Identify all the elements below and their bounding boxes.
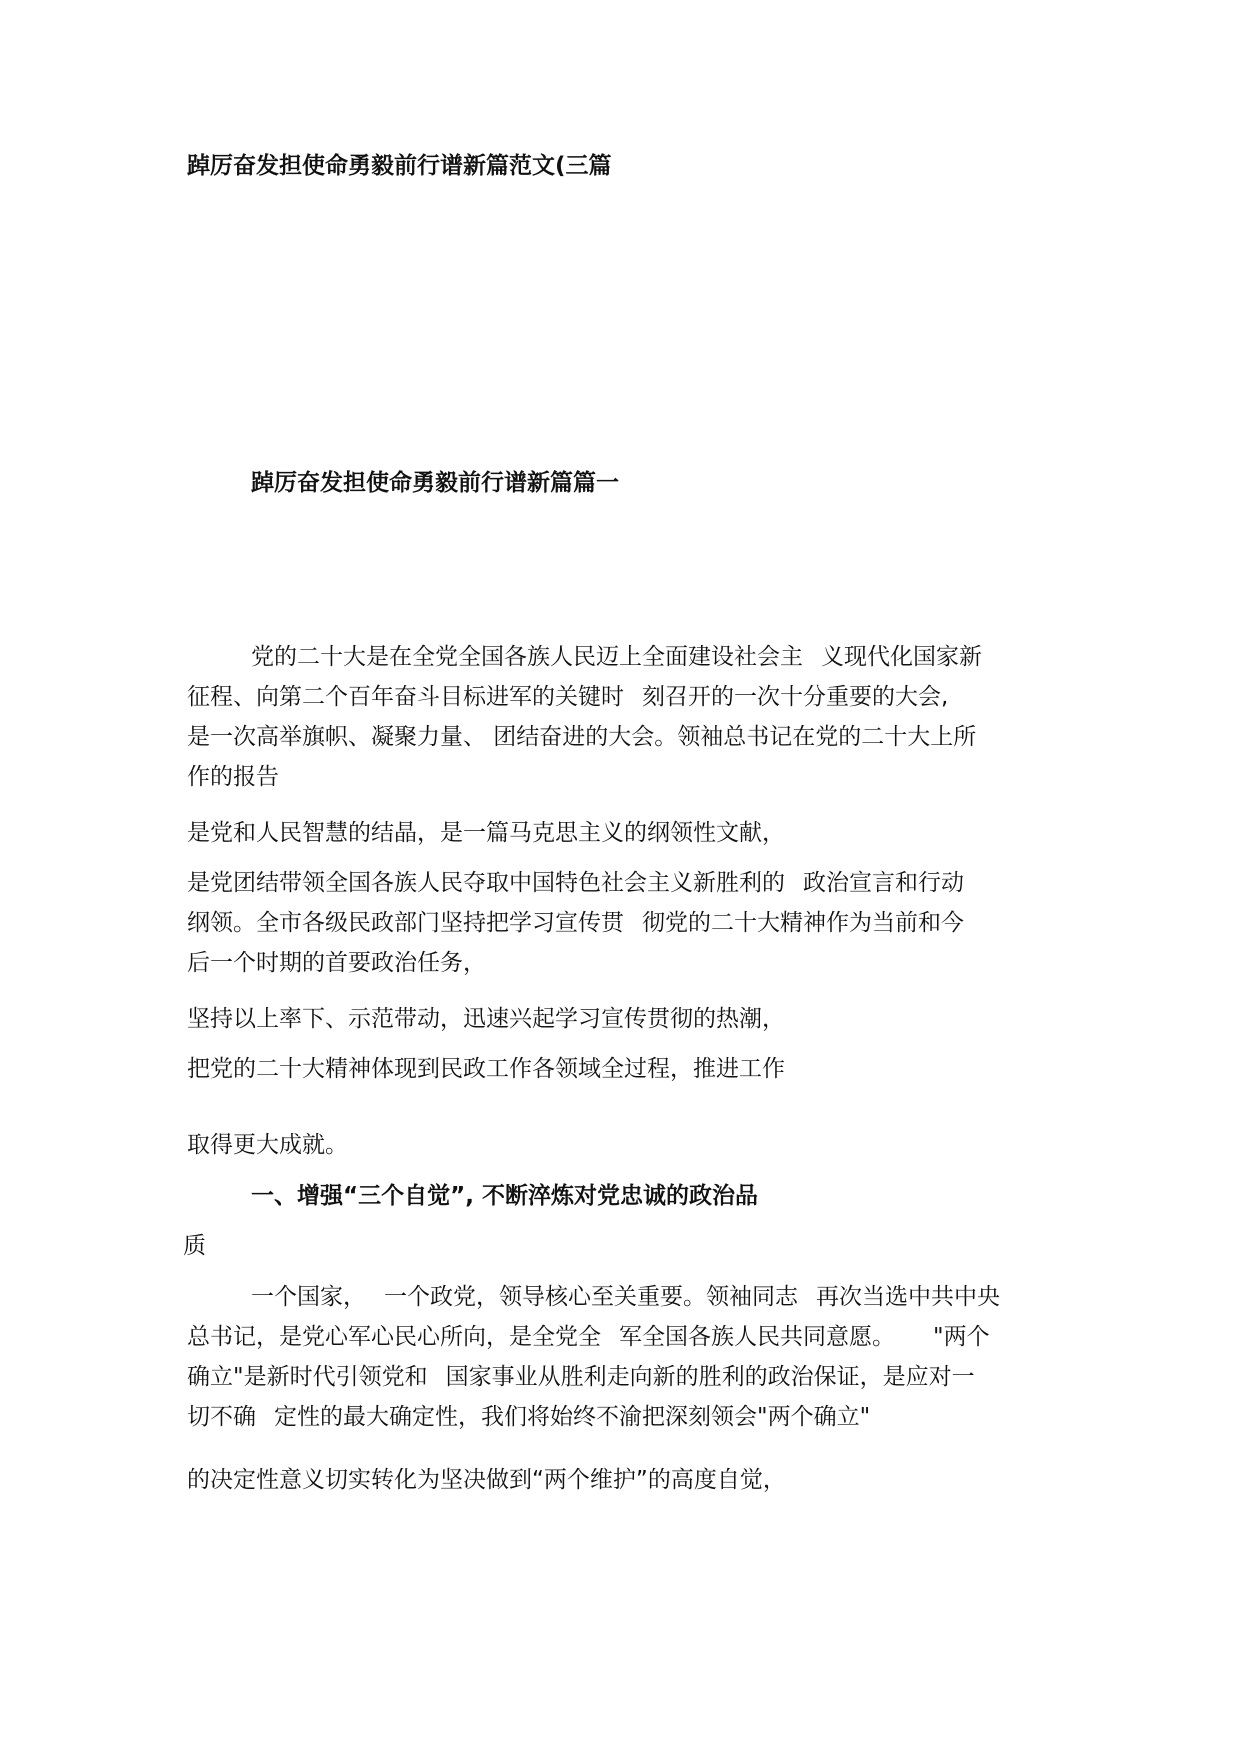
section-title: 踔厉奋发担使命勇毅前行谱新篇篇一	[251, 470, 619, 496]
heading-one-continuation: 质	[183, 1233, 206, 1259]
paragraph-line: 是党团结带领全国各族人民夺取中国特色社会主义新胜利的 政治宣言和行动	[187, 870, 964, 896]
document-title: 踔厉奋发担使命勇毅前行谱新篇范文(三篇	[187, 153, 612, 179]
paragraph-line: 后一个时期的首要政治任务，	[187, 950, 486, 976]
paragraph-line: 取得更大成就。	[187, 1132, 348, 1158]
paragraph-line: 是党和人民智慧的结晶，是一篇马克思主义的纲领性文献，	[187, 820, 785, 846]
paragraph-line: 纲领。全市各级民政部门坚持把学习宣传贯 彻党的二十大精神作为当前和今	[187, 910, 964, 936]
paragraph-line: 的决定性意义切实转化为坚决做到“两个维护”的高度自觉，	[187, 1467, 786, 1493]
paragraph-line: 坚持以上率下、示范带动，迅速兴起学习宣传贯彻的热潮，	[187, 1006, 785, 1032]
heading-one: 一、增强“三个自觉”, 不断淬炼对党忠诚的政治品	[251, 1183, 758, 1209]
paragraph-line: 确立"是新时代引领党和 国家事业从胜利走向新的胜利的政治保证，是应对一	[187, 1364, 975, 1390]
paragraph-line: 是一次高举旗帜、凝聚力量、 团结奋进的大会。领袖总书记在党的二十大上所	[187, 724, 977, 750]
paragraph-line: 党的二十大是在全党全国各族人民迈上全面建设社会主 义现代化国家新	[251, 644, 982, 670]
paragraph-line: 总书记，是党心军心民心所向，是全党全 军全国各族人民共同意愿。 "两个	[187, 1324, 990, 1350]
paragraph-line: 作的报告	[187, 764, 279, 790]
paragraph-line: 一个国家， 一个政党，领导核心至关重要。领袖同志 再次当选中共中央	[251, 1284, 1000, 1310]
paragraph-line: 切不确 定性的最大确定性，我们将始终不渝把深刻领会"两个确立"	[187, 1404, 871, 1430]
paragraph-line: 把党的二十大精神体现到民政工作各领域全过程，推进工作	[187, 1056, 785, 1082]
paragraph-line: 征程、向第二个百年奋斗目标进军的关键时 刻召开的一次十分重要的大会,	[187, 684, 949, 710]
